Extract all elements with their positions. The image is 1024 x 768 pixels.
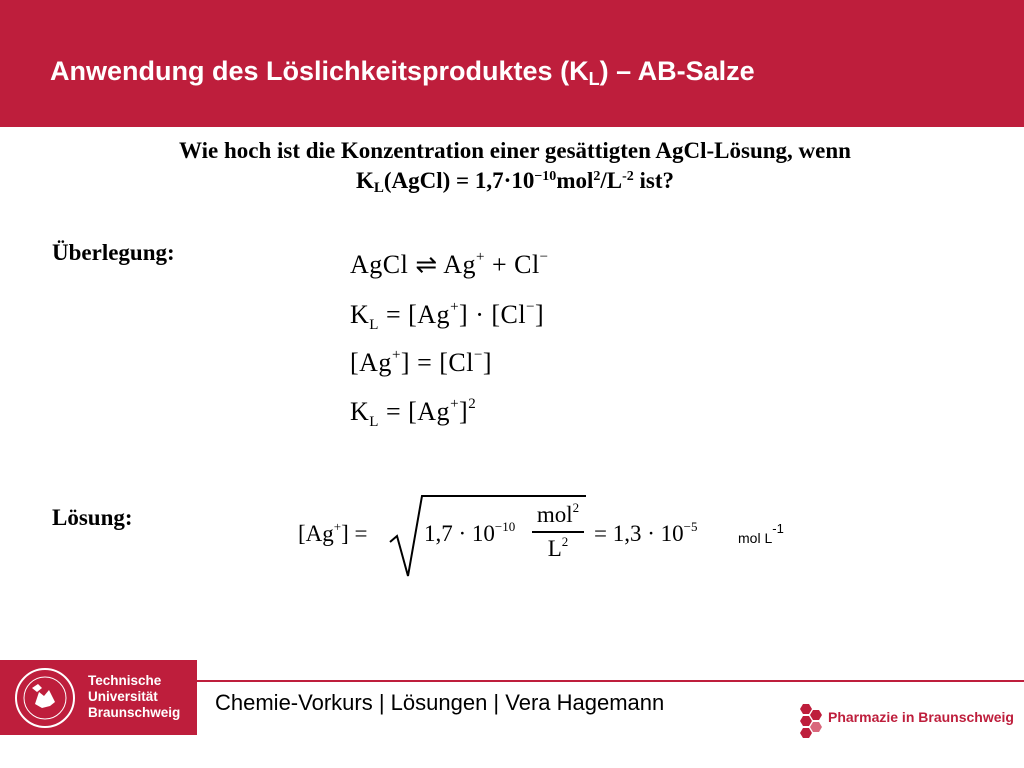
tu-seal-icon xyxy=(12,666,78,730)
fraction-numerator: mol$^2$ xyxy=(536,500,580,527)
loesung-label: Lösung: xyxy=(52,505,133,530)
tu-logo xyxy=(0,660,197,735)
solution-unit: mol $L^{-1}$ xyxy=(738,521,784,546)
solution-lhs: [Ag+] = xyxy=(298,519,368,546)
equation-dissociation: AgCl ⇌ Ag+ + Cl− xyxy=(350,249,549,279)
fraction-denominator: $L^2$ xyxy=(547,534,569,561)
pharmazie-text: Pharmazie in Braunschweig xyxy=(828,709,1014,725)
solution-fraction xyxy=(532,502,584,562)
equation-kl-product: $K_L = [Ag^+] \cdot [Cl^-]$ xyxy=(350,299,545,333)
header-bar xyxy=(0,0,1024,127)
hexagon-cluster-icon xyxy=(795,702,827,738)
solution-coefficient: $1,7 \cdot 10^{-10}$ xyxy=(424,519,516,546)
question-line1: Wie hoch ist die Konzentration einer gesättigten AgCl-Lösung, wenn xyxy=(179,138,851,163)
fraction-bar xyxy=(532,531,584,533)
ueberlegung-label: Überlegung: xyxy=(52,240,175,265)
equation-kl-square: $K_L = [Ag^+]^2$ xyxy=(350,396,477,430)
page-title: Anwendung des Löslichkeitsproduktes $(K_L)$ – AB-Salze xyxy=(50,56,755,89)
solution-result: = $1,3 \cdot 10^{-5}$ xyxy=(594,519,698,546)
tu-name: Technische Universität Braunschweig xyxy=(88,673,181,720)
footer-rule xyxy=(197,680,1024,682)
equation-equal-conc: [Ag+] = [Cl−] xyxy=(350,347,493,377)
question-text xyxy=(60,136,970,196)
footer-text: Chemie-Vorkurs | Lösungen | Vera Hagemann xyxy=(215,690,665,715)
question-line2: $K_L(AgCl) = 1,7\cdot 10^{-10}mol^2/L^{-2}$ ist? xyxy=(355,168,675,196)
pharmazie-logo xyxy=(795,700,1020,740)
solution-formula xyxy=(296,488,816,583)
